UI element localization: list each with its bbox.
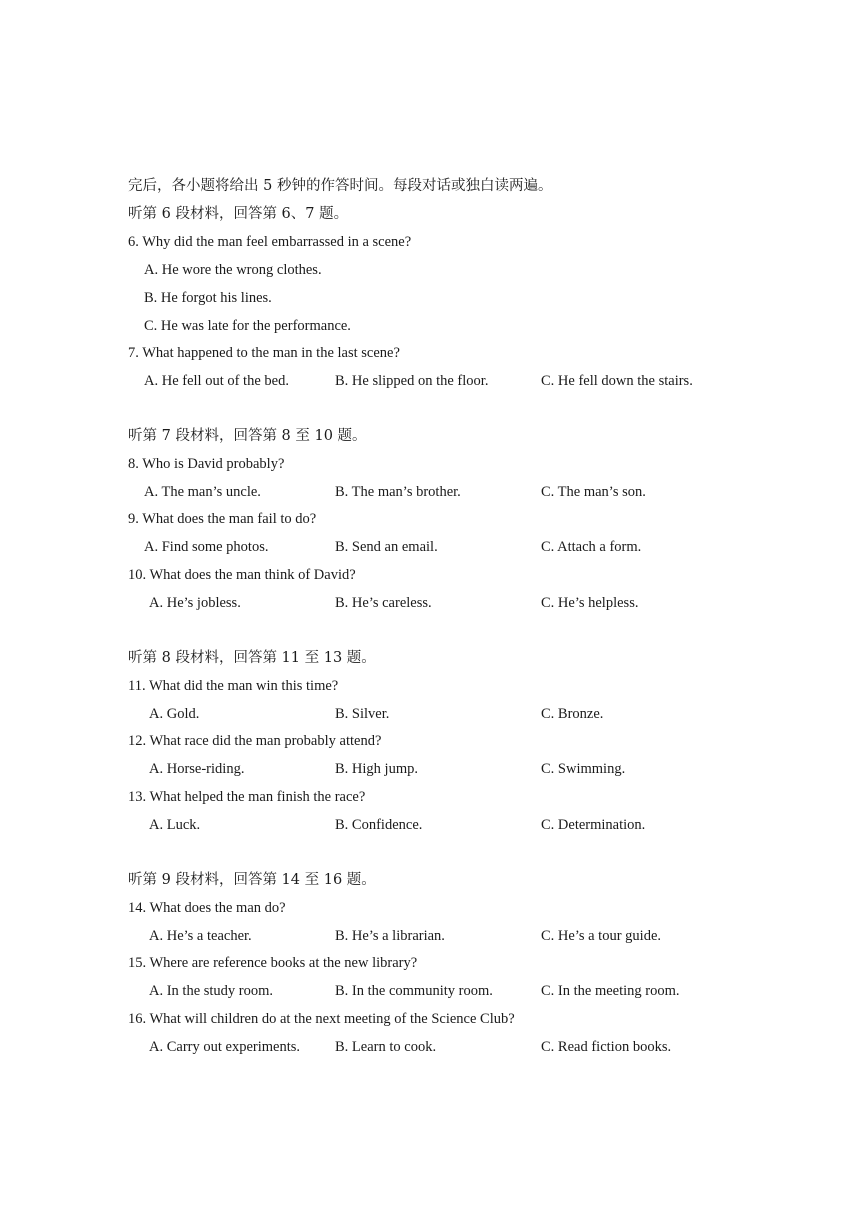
- option-c: C. In the meeting room.: [541, 983, 680, 999]
- option-c: C. Attach a form.: [541, 539, 642, 555]
- question-stem: 11. What did the man win this time?: [128, 678, 339, 694]
- option-c: C. He’s helpless.: [541, 595, 639, 611]
- question-stem: 12. What race did the man probably attend?: [128, 733, 382, 749]
- option-b: B. Silver.: [335, 706, 390, 722]
- section-heading: 听第 9 段材料，回答第 14 至 16 题。: [128, 872, 376, 888]
- option-a: A. Find some photos.: [144, 539, 269, 555]
- option-c: C. Bronze.: [541, 706, 604, 722]
- option-b: B. He’s careless.: [335, 595, 432, 611]
- option-b: B. Send an email.: [335, 539, 438, 555]
- question-stem: 13. What helped the man finish the race?: [128, 789, 366, 805]
- option-a: A. In the study room.: [149, 983, 274, 999]
- question-stem: 9. What does the man fail to do?: [128, 511, 317, 527]
- option-c: C. He’s a tour guide.: [541, 928, 662, 944]
- option-a: A. Carry out experiments.: [149, 1039, 301, 1055]
- option-a: A. He’s jobless.: [149, 595, 241, 611]
- option-b: B. He slipped on the floor.: [335, 373, 489, 389]
- option-c: C. He was late for the performance.: [144, 318, 351, 334]
- option-a: A. Luck.: [149, 817, 201, 833]
- option-c: C. Swimming.: [541, 761, 626, 777]
- option-c: C. He fell down the stairs.: [541, 373, 693, 389]
- section-heading: 听第 8 段材料，回答第 11 至 13 题。: [128, 650, 376, 666]
- option-c: C. Determination.: [541, 817, 646, 833]
- option-b: B. Learn to cook.: [335, 1039, 437, 1055]
- option-a: A. He fell out of the bed.: [144, 373, 289, 389]
- option-a: A. The man’s uncle.: [144, 484, 261, 500]
- option-b: B. The man’s brother.: [335, 484, 461, 500]
- question-stem: 6. Why did the man feel embarrassed in a scene?: [128, 234, 412, 250]
- option-a: A. Horse-riding.: [149, 761, 245, 777]
- option-c: C. The man’s son.: [541, 484, 646, 500]
- question-stem: 16. What will children do at the next meeting of the Science Club?: [128, 1011, 515, 1027]
- option-b: B. In the community room.: [335, 983, 493, 999]
- option-a: A. He wore the wrong clothes.: [144, 262, 322, 278]
- question-stem: 15. Where are reference books at the new library?: [128, 955, 418, 971]
- question-stem: 10. What does the man think of David?: [128, 567, 356, 583]
- question-stem: 8. Who is David probably?: [128, 456, 285, 472]
- instructions-text: 完后，各小题将给出 5 秒钟的作答时间。每段对话或独白读两遍。: [128, 178, 553, 194]
- option-a: A. Gold.: [149, 706, 200, 722]
- option-c: C. Read fiction books.: [541, 1039, 672, 1055]
- option-b: B. He forgot his lines.: [144, 290, 272, 306]
- question-stem: 14. What does the man do?: [128, 900, 286, 916]
- section-heading: 听第 7 段材料，回答第 8 至 10 题。: [128, 428, 367, 444]
- question-stem: 7. What happened to the man in the last scene?: [128, 345, 400, 361]
- option-b: B. High jump.: [335, 761, 418, 777]
- section-heading: 听第 6 段材料，回答第 6、7 题。: [128, 206, 349, 222]
- option-b: B. He’s a librarian.: [335, 928, 445, 944]
- option-a: A. He’s a teacher.: [149, 928, 252, 944]
- option-b: B. Confidence.: [335, 817, 423, 833]
